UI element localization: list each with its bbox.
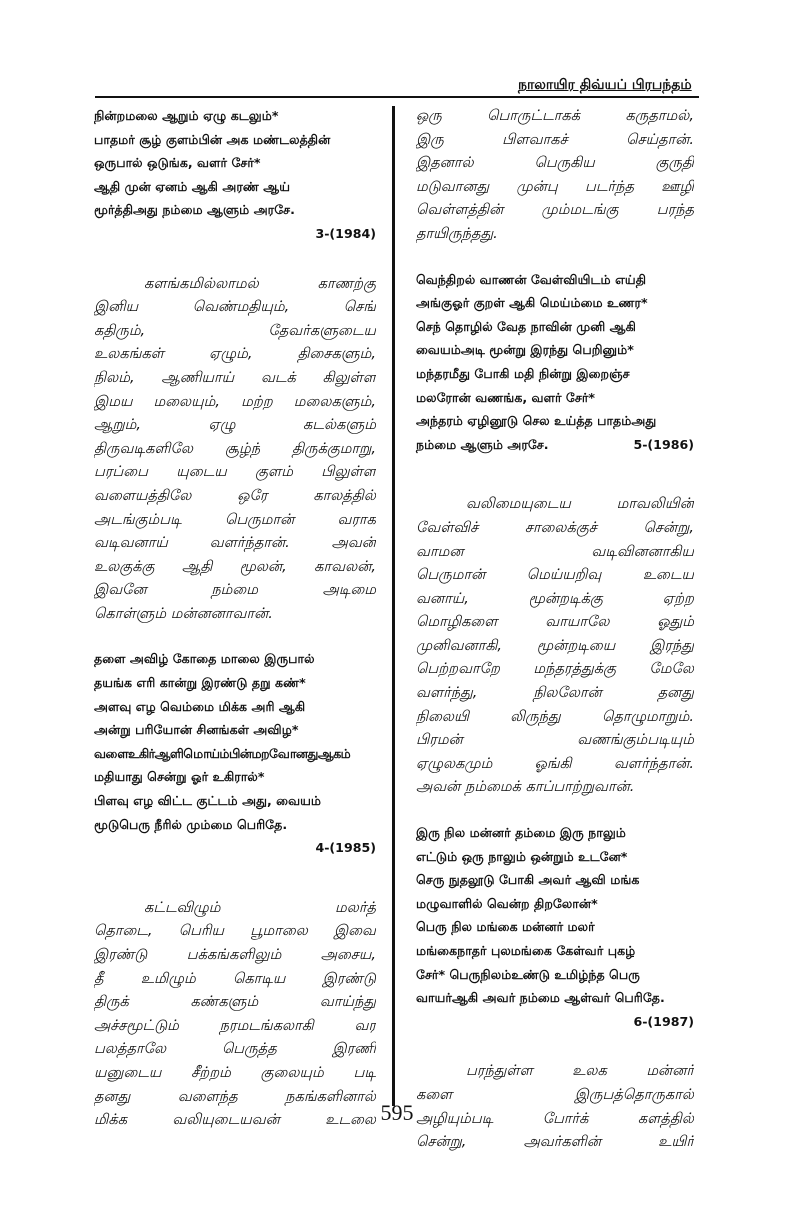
verse-line: தளை அவிழ் கோதை மாலை இருபால் [94, 651, 315, 667]
prose-line: பரந்துள்ள உலக மன்னர் [466, 1062, 694, 1080]
verse-line: தயங்க எரி கான்று இரண்டு தறு கண்* [94, 675, 306, 691]
verse-line: மலரோன் வணங்க, வளர் சேர்* [416, 389, 596, 405]
prose-line: பெற்றவாறே மந்தரத்துக்கு மேலே [416, 660, 694, 678]
verse-number: 3-(1984) [315, 225, 376, 241]
prose-line: இமய மலையும், மற்ற மலைகளும், [94, 392, 376, 410]
prose-line: வாமன வடிவினனாகிய [416, 542, 694, 560]
verse-4 [94, 647, 376, 859]
verse-line: நம்மை ஆளும் அரசே. [416, 436, 549, 452]
page-number: 595 [380, 1100, 414, 1125]
prose-line: வெள்ளத்தின் மும்மடங்கு பரந்த [416, 201, 694, 219]
prose-line: கட்டவிழும் மலர்த் [144, 898, 376, 916]
prose-line: அடங்கும்படி பெருமான் வராக [94, 510, 376, 528]
prose-line: பரப்பை யுடைய குளம் பிலுள்ள [94, 463, 376, 481]
prose-line: களங்கமில்லாமல் காணற்கு [144, 274, 376, 292]
left-column [94, 104, 376, 1132]
header-rule [95, 96, 699, 98]
verse-line: மதியாது சென்று ஓர் உகிரால்* [94, 769, 265, 785]
prose-line: வனாய், மூன்றடிக்கு ஏற்ற [416, 589, 694, 607]
verse-line: நின்றமலை ஆறும் ஏழு கடலும்* [94, 108, 279, 123]
prose-line: ஒரு பொருட்டாகக் கருதாமல், [416, 107, 694, 124]
prose-line: தாயிருந்தது. [416, 224, 498, 242]
verse-line: அளவு எழ வெம்மை மிக்க அரி ஆகி [94, 698, 306, 714]
prose-line: முனிவனாகி, மூன்றடியை இரந்து [416, 636, 694, 654]
verse-line: ஒருபால் ஒடுங்க, வளர் சேர்* [94, 155, 261, 171]
verse-line: செரு நுதலூடு போகி அவர் ஆவி மங்க [416, 872, 640, 888]
verse-line: பிளவு எழ விட்ட குட்டம் அது, வையம் [94, 793, 322, 809]
prose-line: உலகங்கள் ஏழும், திசைகளும், [94, 345, 376, 363]
verse-line: வாயர்ஆகி அவர் நம்மை ஆள்வர் பெரிதே. [416, 990, 665, 1006]
verse-line: பெரு நில மங்கை மன்னர் மலர் [416, 919, 595, 935]
commentary-4 [94, 896, 376, 1132]
prose-line: அச்சமூட்டும் நரமடங்கலாகி வர [94, 1016, 376, 1034]
verse-5 [416, 268, 694, 457]
prose-line: உலகுக்கு ஆதி மூலன், காவலன், [94, 557, 376, 575]
verse-number: 5-(1986) [633, 436, 694, 452]
prose-line: இதனால் பெருகிய குருதி [416, 154, 694, 172]
prose-line: ஆறும், ஏழு கடல்களும் [94, 416, 376, 434]
verse-line: எட்டும் ஒரு நாலும் ஒன்றும் உடனே* [416, 848, 628, 864]
prose-line: வடிவனாய் வளர்ந்தான். அவன் [94, 534, 376, 552]
prose-line: திருக் கண்களும் வாய்ந்து [94, 993, 376, 1011]
verse-line: வையம்அடி மூன்று இரந்து பெறினும்* [416, 342, 634, 358]
verse-line: சேர்* பெருநிலம்உண்டு உமிழ்ந்த பெரு [416, 966, 640, 982]
verse-line: செந் தொழில் வேத நாவின் முனி ஆகி [416, 318, 636, 334]
verse-line: வெந்திறல் வாணன் வேள்வியிடம் எய்தி [416, 271, 647, 287]
verse-3 [94, 104, 376, 246]
verse-line: வளைஉகிர்ஆளிமொய்ம்பின்மறவோனதுஆகம் [94, 745, 351, 761]
prose-line: தனது வளைந்த நகங்களினால் [94, 1087, 376, 1105]
prose-line: தீ உமிழும் கொடிய இரண்டு [94, 969, 376, 987]
prose-line: இவனே நம்மை அடிமை [94, 581, 376, 599]
prose-line: அழியும்படி போர்க் களத்தில் [416, 1109, 694, 1127]
commentary-6 [416, 1059, 694, 1153]
verse-number: 6-(1987) [633, 1013, 694, 1029]
prose-line: சென்று, அவர்களின் உயிர் [416, 1133, 694, 1151]
prose-line: கொள்ளும் மன்னனாவான். [94, 604, 273, 622]
verse-number: 4-(1985) [315, 840, 376, 856]
running-head: நாலாயிர திவ்யப் பிரபந்தம் [518, 77, 692, 93]
prose-line: வேள்விச் சாலைக்குச் சென்று, [416, 518, 694, 536]
verse-line: இரு நில மன்னர் தம்மை இரு நாலும் [416, 825, 626, 841]
prose-line: இரண்டு பக்கங்களிலும் அசைய, [94, 946, 376, 963]
verse-line: மூடுபெரு நீரில் மும்மை பெரிதே. [94, 816, 288, 832]
verse-line: மங்கைநாதர் புலமங்கை கேள்வர் புகழ் [416, 943, 636, 958]
prose-line: களை இருபத்தொருகால் [416, 1085, 694, 1103]
prose-line: வளர்ந்து, நிலலோன் தனது [416, 684, 694, 702]
right-column [416, 104, 694, 1154]
prose-line: கதிரும், தேவர்களுடைய [94, 321, 376, 339]
prose-line: பிரமன் வணங்கும்படியும் [416, 731, 694, 749]
prose-line: பெருமான் மெய்யறிவு உடைய [416, 566, 694, 584]
verse-line: ஆதி முன் ஏனம் ஆகி அரண் ஆய் [94, 178, 291, 194]
prose-line: மடுவானது முன்பு படர்ந்த ஊழி [416, 177, 694, 195]
commentary-3 [94, 272, 376, 626]
commentary-4-continued [416, 104, 694, 246]
verse-line: அங்குஓர் குறள் ஆகி மெய்ம்மை உணர* [416, 295, 648, 311]
prose-line: மிக்க வலியுடையவன் உடலை [94, 1111, 376, 1129]
prose-line: தொடை, பெரிய பூமாலை இவை [94, 922, 376, 940]
verse-line: பாதமர் சூழ் குளம்பின் அக மண்டலத்தின் [94, 131, 331, 147]
commentary-5 [416, 492, 694, 799]
verse-line: மழுவாளில் வென்ற திறலோன்* [416, 895, 598, 911]
verse-line: மந்தரமீது போகி மதி நின்று இறைஞ்ச [416, 365, 630, 381]
prose-line: நிலம், ஆணியாய் வடக் கிலுள்ள [94, 368, 376, 386]
verse-line: அந்தரம் ஏழினூடு செல உய்த்த பாதம்அது [416, 413, 657, 429]
column-divider [392, 106, 395, 1106]
prose-line: வளையத்திலே ஒரே காலத்தில் [94, 486, 376, 504]
prose-line: வலிமையுடைய மாவலியின் [466, 495, 694, 513]
verse-last-line [416, 433, 694, 457]
prose-line: திருவடிகளிலே சூழ்ந் திருக்குமாறு, [94, 439, 376, 457]
verse-line: அன்று பரியோன் சினங்கள் அவிழ* [94, 722, 299, 738]
prose-line: நிலையி லிருந்து தொழுமாறும். [416, 707, 694, 725]
prose-line: யனுடைய சீற்றம் குலையும் படி [94, 1063, 376, 1081]
prose-line: மொழிகளை வாயாலே ஓதும் [416, 613, 694, 631]
prose-line: அவன் நம்மைக் காப்பாற்றுவான். [416, 778, 635, 796]
prose-line: இனிய வெண்மதியும், செங் [94, 298, 376, 316]
prose-line: பலத்தாலே பெருத்த இரணி [94, 1040, 376, 1058]
prose-line: இரு பிளவாகச் செய்தான். [416, 130, 694, 148]
verse-line: மூர்த்திஅது நம்மை ஆளும் அரசே. [94, 202, 295, 218]
verse-6 [416, 821, 694, 1033]
prose-line: ஏழுலகமும் ஓங்கி வளர்ந்தான். [416, 754, 694, 772]
